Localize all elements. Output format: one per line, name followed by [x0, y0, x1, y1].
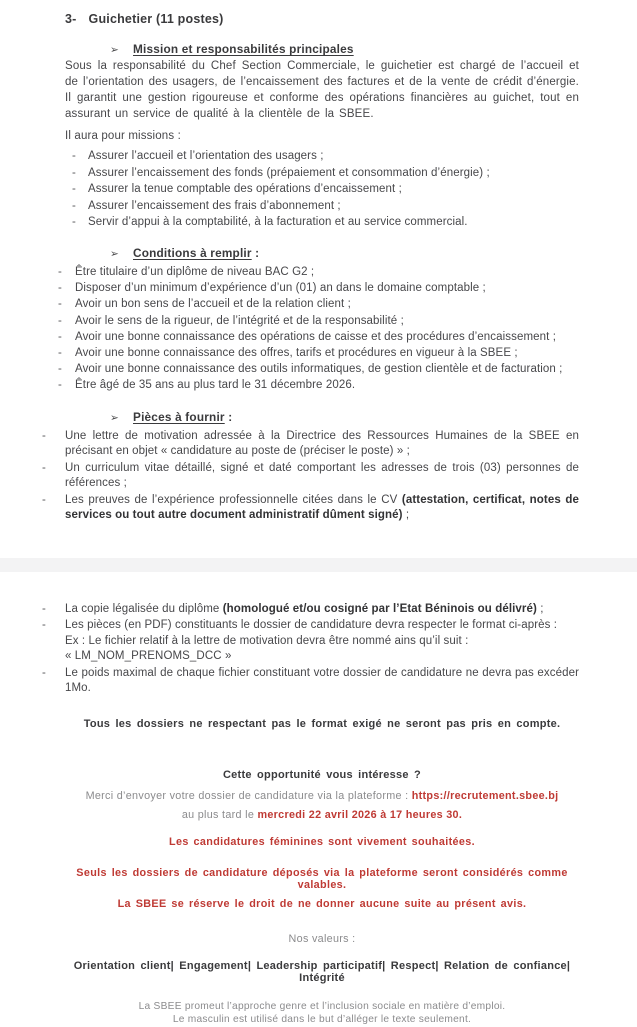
list-item — [72, 182, 579, 197]
list-item-marker: - — [58, 314, 62, 327]
deadline-prefix: au plus tard le — [181, 808, 258, 821]
list-item — [42, 666, 579, 697]
list-item-text: Une lettre de motivation adressée à la Directrice des Ressources Humaines de la SBEE en précisant en objet « candidature au poste de (préciser le poste) » ; — [65, 429, 579, 458]
item-text-normal: Les preuves de l’expérience professionnelle citées dans le CV — [65, 493, 402, 506]
footer-line-2: Le masculin est utilisé dans le but d’alléger le texte seulement. — [172, 1014, 472, 1026]
list-item-marker: - — [72, 183, 76, 196]
platform-link[interactable]: https://recrutement.sbee.bj — [411, 789, 559, 802]
list-item-text: Le poids maximal de chaque fichier constituant votre dossier de candidature ne devra pas excéder 1Mo. — [65, 666, 579, 695]
list-item-marker: - — [42, 619, 46, 632]
list-item-marker: - — [58, 363, 62, 376]
list-item-text: Avoir une bonne connaissance des opérations de caisse et des procédures d’encaissement ; — [75, 330, 557, 343]
list-item — [58, 330, 579, 345]
list-item-text: Assurer l’encaissement des fonds (prépaiement et consommation d’énergie) ; — [88, 166, 490, 179]
list-item-text: Disposer d’un minimum d’expérience d’un (01) an dans le domaine comptable ; — [75, 282, 486, 295]
list-item-marker: - — [42, 429, 46, 442]
missions-list — [72, 149, 579, 230]
women-applications-notice: Les candidatures féminines sont vivement souhaitées. — [169, 835, 475, 848]
list-item — [58, 265, 579, 280]
list-item-text — [65, 602, 579, 618]
opportunity-heading: Cette opportunité vous intéresse ? — [222, 768, 422, 781]
list-item-text — [65, 493, 579, 524]
arrow-bullet-icon: ➢ — [110, 247, 119, 260]
list-item — [42, 429, 579, 460]
pieces-heading-text: Pièces à fournir — [133, 409, 225, 424]
list-item-marker: - — [58, 298, 62, 311]
values-label: Nos valeurs : — [288, 932, 356, 945]
list-item-marker: - — [58, 265, 62, 278]
item-line: « LM_NOM_PRENOMS_DCC » — [65, 650, 232, 663]
list-item-marker: - — [42, 666, 46, 679]
mission-heading-text: Mission et responsabilités principales — [133, 42, 354, 56]
list-item-marker: - — [42, 493, 46, 506]
item-text-end: ; — [536, 602, 544, 615]
list-item-marker: - — [72, 199, 76, 212]
list-item — [42, 618, 579, 665]
conditions-heading-colon: : — [251, 245, 260, 260]
list-item-marker: - — [72, 150, 76, 162]
list-item-marker: - — [58, 346, 62, 359]
arrow-bullet-icon: ➢ — [110, 44, 119, 56]
item-line: Ex : Le fichier relatif à la lettre de motivation devra être nommé ains qu’il suit : — [65, 634, 469, 647]
list-item-marker: - — [58, 330, 62, 343]
pieces-heading-colon: : — [224, 409, 233, 424]
list-item-text: Servir d’appui à la comptabilité, à la facturation et au service commercial. — [88, 216, 468, 229]
arrow-bullet-icon: ➢ — [110, 411, 119, 424]
dossier-list — [42, 602, 579, 697]
deadline-text: mercredi 22 avril 2026 à 17 heures 30. — [257, 808, 463, 821]
apply-instruction-text: Merci d’envoyer votre dossier de candidature via la plateforme : — [85, 789, 412, 802]
list-item-text: Être âgé de 35 ans au plus tard le 31 décembre 2026. — [75, 379, 356, 392]
list-item-marker: - — [58, 379, 62, 392]
conditions-heading-text: Conditions à remplir — [133, 245, 252, 260]
list-item-text: Assurer l’encaissement des frais d’abonnement ; — [88, 199, 341, 212]
format-warning: Tous les dossiers ne respectant pas le format exigé ne seront pas pris en compte. — [83, 717, 561, 730]
section-heading-conditions — [65, 246, 579, 260]
list-item — [58, 314, 579, 329]
mission-intro-paragraph: Sous la responsabilité du Chef Section Commerciale, le guichetier est chargé de l’accueil et de l’orientation des usagers, de l’encaissement des factures et de la vente de crédit d’énergie. Il garantit une gestion rigoureuse et conforme des opérations financières au guichet, tout en assurant un service de qualité à la clientèle de la SBEE. — [65, 60, 579, 120]
list-item-marker: - — [58, 282, 62, 295]
section-heading-mission — [65, 42, 579, 56]
list-item — [58, 378, 579, 393]
list-item — [42, 602, 579, 618]
platform-only-notice: Seuls les dossiers de candidature déposés via la plateforme seront considérés comme valables. — [76, 866, 568, 891]
missions-intro-line: Il aura pour missions : — [65, 130, 181, 142]
list-item — [58, 346, 579, 361]
list-item-text: Un curriculum vitae détaillé, signé et daté comportant les adresses de trois (03) personnes de références ; — [65, 461, 579, 490]
list-item-text: Assurer la tenue comptable des opérations d’encaissement ; — [88, 183, 402, 196]
list-item — [72, 199, 579, 214]
list-item — [58, 281, 579, 296]
list-item-marker: - — [42, 602, 46, 615]
item-line: Les pièces (en PDF) constituants le dossier de candidature devra respecter le format ci-après : — [65, 619, 558, 632]
apply-instruction — [65, 790, 579, 802]
list-item-text — [65, 618, 579, 665]
item-text-bold: (attestation, certificat, notes de services ou tout autre document administratif dûment signé) — [65, 493, 579, 522]
reserve-right-notice: La SBEE se réserve le droit de ne donner aucune suite au présent avis. — [117, 897, 527, 910]
list-item — [72, 149, 579, 164]
list-item — [72, 166, 579, 181]
list-item-marker: - — [72, 216, 76, 229]
footer-note — [65, 1000, 579, 1027]
list-item-text: Avoir un bon sens de l’accueil et de la relation client ; — [75, 298, 351, 311]
list-item — [42, 493, 579, 524]
list-item — [58, 297, 579, 312]
section-heading-pieces — [65, 410, 579, 424]
list-item — [42, 461, 579, 492]
deadline-line — [65, 809, 579, 821]
title-number: 3- — [65, 12, 77, 26]
pieces-list — [42, 429, 579, 524]
list-item-text: Être titulaire d’un diplôme de niveau BAC G2 ; — [75, 265, 315, 278]
page-title — [65, 12, 579, 26]
footer-line-1: La SBEE promeut l’approche genre et l’inclusion sociale en matière d’emploi. — [138, 1000, 506, 1012]
list-item — [58, 362, 579, 377]
list-item-text: Assurer l’accueil et l’orientation des usagers ; — [88, 150, 324, 162]
list-item-marker: - — [72, 166, 76, 179]
conditions-list — [58, 265, 579, 394]
list-item — [72, 215, 579, 230]
item-text-normal: La copie légalisée du diplôme — [65, 602, 223, 615]
page-break-band — [0, 558, 637, 572]
list-item-text: Avoir le sens de la rigueur, de l’intégrité et de la responsabilité ; — [75, 314, 404, 327]
values-list: Orientation client| Engagement| Leadership participatif| Respect| Relation de confiance| Intégrité — [73, 959, 571, 984]
list-item-text: Avoir une bonne connaissance des offres, tarifs et procédures en vigueur à la SBEE ; — [75, 346, 518, 359]
item-text-end: ; — [402, 509, 410, 522]
item-text-bold: (homologué et/ou cosigné par l’Etat Béninois ou délivré) — [222, 602, 537, 615]
list-item-marker: - — [42, 461, 46, 474]
title-text: Guichetier (11 postes) — [88, 12, 224, 26]
list-item-text: Avoir une bonne connaissance des outils informatiques, de gestion clientèle et de facturation ; — [75, 363, 563, 376]
